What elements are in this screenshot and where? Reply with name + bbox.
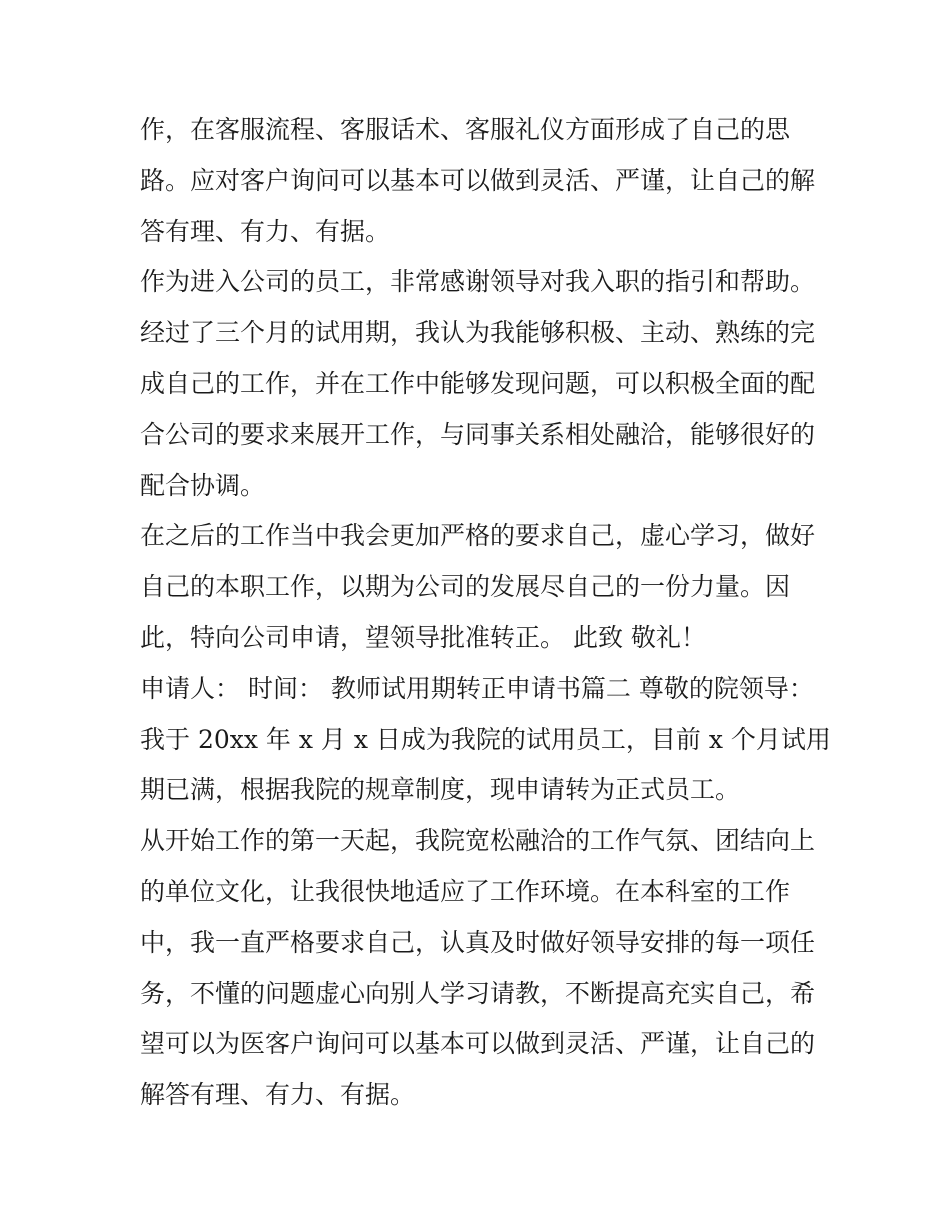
text-line: 务，不懂的问题虚心向别人学习请教，不断提高充实自己，希 xyxy=(140,978,816,1008)
text-line: 解答有理、有力、有据。 xyxy=(140,1080,416,1110)
text-line: 路。应对客户询问可以基本可以做到灵活、严谨，让自己的解 xyxy=(140,165,816,195)
text-line: 答有理、有力、有据。 xyxy=(140,216,391,246)
text-line: 成自己的工作，并在工作中能够发现问题，可以积极全面的配 xyxy=(140,368,816,398)
text-line: 从开始工作的第一天起，我院宽松融洽的工作气氛、团结向上 xyxy=(140,826,816,856)
text-line: 的单位文化，让我很快地适应了工作环境。在本科室的工作 xyxy=(140,876,791,906)
text-line: 自己的本职工作，以期为公司的发展尽自己的一份力量。因 xyxy=(140,572,791,602)
document-body xyxy=(140,105,831,1121)
text-line: 中，我一直严格要求自己，认真及时做好领导安排的每一项任 xyxy=(140,927,816,957)
text-line: 配合协调。 xyxy=(140,470,266,500)
text-line: 望可以为医客户询问可以基本可以做到灵活、严谨，让自己的 xyxy=(140,1029,816,1059)
text-line: 期已满，根据我院的规章制度，现申请转为正式员工。 xyxy=(140,775,741,805)
text-line: 作为进入公司的员工，非常感谢领导对我入职的指引和帮助。 xyxy=(140,267,816,297)
text-line: 经过了三个月的试用期，我认为我能够积极、主动、熟练的完 xyxy=(140,318,816,348)
text-line: 此，特向公司申请，望领导批准转正。 此致 敬礼！ xyxy=(140,622,706,652)
text-line: 在之后的工作当中我会更加严格的要求自己，虚心学习，做好 xyxy=(140,521,816,551)
text-line: 我于 20xx 年 x 月 x 日成为我院的试用员工，目前 x 个月试用 xyxy=(140,724,831,754)
text-line: 合公司的要求来展开工作，与同事关系相处融洽，能够很好的 xyxy=(140,419,816,449)
text-line: 申请人： 时间： 教师试用期转正申请书篇二 尊敬的院领导： xyxy=(140,673,814,703)
text-line: 作，在客服流程、客服话术、客服礼仪方面形成了自己的思 xyxy=(140,115,791,144)
